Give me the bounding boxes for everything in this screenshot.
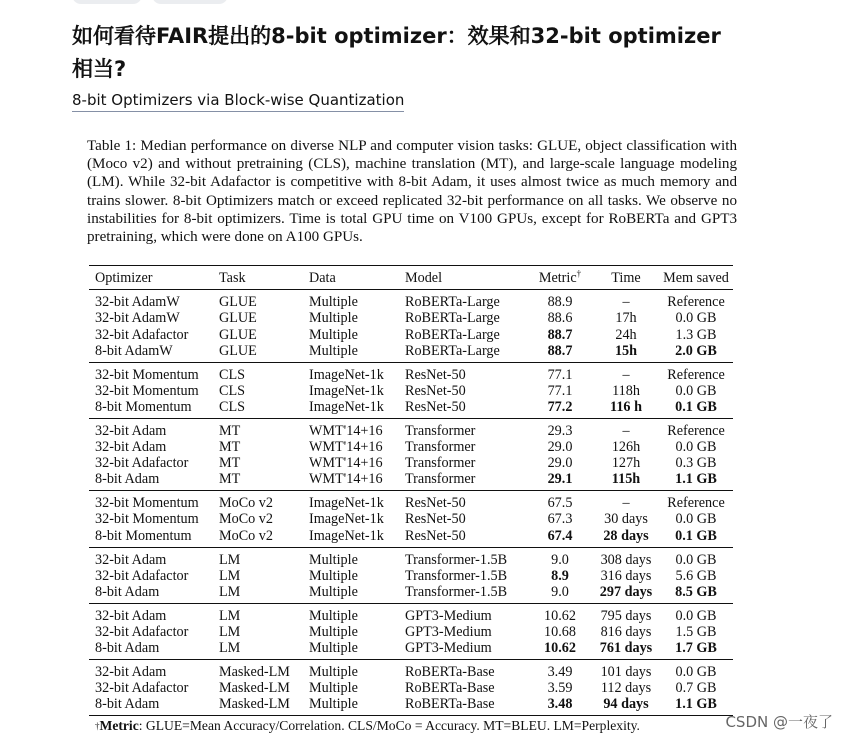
cell-model: ResNet-50 <box>405 366 466 383</box>
cell-time: 816 days <box>600 624 652 640</box>
cell-model: RoBERTa-Large <box>405 294 500 311</box>
cell-task: CLS <box>219 366 246 383</box>
cell-model: RoBERTa-Base <box>405 696 495 713</box>
cell-data: ImageNet-1k <box>309 527 384 544</box>
cell-task: MoCo v2 <box>219 527 273 544</box>
cell-model: GPT3-Medium <box>405 624 492 640</box>
cell-model: Transformer-1.5B <box>405 583 508 600</box>
cell-model: Transformer-1.5B <box>405 567 508 584</box>
cell-task: MoCo v2 <box>219 495 273 512</box>
cell-metric: 10.62 <box>544 640 576 657</box>
cell-mem-saved: Reference <box>667 422 725 439</box>
cell-mem-saved: 0.3 GB <box>675 455 717 472</box>
cell-task: CLS <box>219 382 246 399</box>
cell-optimizer: 8-bit AdamW <box>95 342 173 359</box>
cell-task: CLS <box>219 398 246 415</box>
cell-model: RoBERTa-Large <box>405 342 500 359</box>
cell-data: Multiple <box>309 567 358 584</box>
cell-time: 795 days <box>600 607 652 624</box>
cell-mem-saved: 8.5 GB <box>675 583 717 600</box>
cell-optimizer: 32-bit Adam <box>95 439 167 456</box>
table-row <box>89 568 733 584</box>
cell-metric: 3.49 <box>547 664 573 681</box>
table-row <box>89 491 733 512</box>
cell-data: WMT'14+16 <box>309 422 383 439</box>
cell-time: 761 days <box>599 640 653 657</box>
cell-metric: 29.0 <box>547 455 573 472</box>
table-group <box>89 547 733 603</box>
cell-data: WMT'14+16 <box>309 439 383 456</box>
cell-model: Transformer <box>405 471 476 488</box>
table-row <box>89 399 733 419</box>
cell-mem-saved: 0.1 GB <box>675 398 717 415</box>
table-group <box>89 290 733 362</box>
cell-task: LM <box>219 624 241 640</box>
table-row <box>89 547 733 568</box>
table-row <box>89 310 733 326</box>
cell-optimizer: 32-bit Momentum <box>95 511 199 528</box>
cell-mem-saved: 0.0 GB <box>675 607 717 624</box>
cell-optimizer: 32-bit Adafactor <box>95 680 189 697</box>
table-group <box>89 362 733 418</box>
cell-model: Transformer <box>405 422 476 439</box>
table-row <box>89 640 733 660</box>
metric-dagger: † <box>576 268 582 279</box>
header-time: Time <box>611 270 641 287</box>
cell-data: Multiple <box>309 310 358 327</box>
cell-data: Multiple <box>309 664 358 681</box>
cell-task: LM <box>219 551 241 568</box>
topic-tag[interactable] <box>72 0 142 4</box>
cell-task: LM <box>219 640 241 657</box>
cell-time: 94 days <box>603 696 649 713</box>
cell-task: MT <box>219 471 241 488</box>
cell-mem-saved: 1.7 GB <box>675 640 717 657</box>
cell-metric: 3.59 <box>547 680 573 697</box>
cell-task: MoCo v2 <box>219 511 273 528</box>
cell-time: 127h <box>611 455 641 472</box>
paper-link[interactable]: 8-bit Optimizers via Block-wise Quantization <box>72 90 404 112</box>
cell-task: LM <box>219 583 241 600</box>
cell-data: WMT'14+16 <box>309 471 383 488</box>
cell-mem-saved: 2.0 GB <box>675 342 717 359</box>
cell-optimizer: 8-bit Momentum <box>95 527 192 544</box>
footnote-label: Metric <box>99 718 139 734</box>
table-row <box>89 624 733 640</box>
table-header-row <box>89 266 733 290</box>
header-model: Model <box>405 270 443 287</box>
cell-mem-saved: 0.0 GB <box>675 439 717 456</box>
cell-optimizer: 32-bit Momentum <box>95 366 199 383</box>
cell-task: GLUE <box>219 326 257 343</box>
cell-data: WMT'14+16 <box>309 455 383 472</box>
cell-time: – <box>622 294 630 311</box>
table-row <box>89 362 733 383</box>
footnote-dagger: † <box>95 721 100 732</box>
table-row <box>89 290 733 311</box>
cell-mem-saved: Reference <box>667 366 725 383</box>
cell-optimizer: 32-bit Adam <box>95 664 167 681</box>
table-row <box>89 528 733 548</box>
cell-mem-saved: 1.1 GB <box>675 696 717 713</box>
table-footnote <box>95 718 737 734</box>
cell-data: ImageNet-1k <box>309 382 384 399</box>
cell-model: ResNet-50 <box>405 398 466 415</box>
cell-time: 297 days <box>599 583 653 600</box>
cell-task: LM <box>219 567 241 584</box>
cell-data: ImageNet-1k <box>309 511 384 528</box>
cell-mem-saved: 0.7 GB <box>675 680 717 697</box>
cell-task: GLUE <box>219 342 257 359</box>
cell-task: GLUE <box>219 294 257 311</box>
cell-optimizer: 8-bit Adam <box>95 696 160 713</box>
cell-model: ResNet-50 <box>405 511 466 528</box>
cell-metric: 8.9 <box>551 567 569 584</box>
cell-mem-saved: 1.5 GB <box>675 624 717 640</box>
cell-data: Multiple <box>309 624 358 640</box>
cell-optimizer: 32-bit Adafactor <box>95 455 189 472</box>
cell-metric: 77.1 <box>547 382 573 399</box>
cell-model: GPT3-Medium <box>405 607 492 624</box>
cell-mem-saved: 0.0 GB <box>675 382 717 399</box>
cell-metric: 67.3 <box>547 511 573 528</box>
cell-mem-saved: 5.6 GB <box>675 567 717 584</box>
table-row <box>89 584 733 604</box>
cell-data: Multiple <box>309 640 358 657</box>
cell-metric: 10.68 <box>544 624 576 640</box>
cell-task: GLUE <box>219 310 257 327</box>
table-row <box>89 327 733 343</box>
question-title[interactable]: 如何看待FAIR提出的8-bit optimizer：效果和32-bit optimizer相当? <box>72 24 721 81</box>
table-row <box>89 383 733 399</box>
table-row <box>89 660 733 681</box>
cell-task: LM <box>219 607 241 624</box>
cell-optimizer: 8-bit Adam <box>95 640 160 657</box>
cell-metric: 77.2 <box>547 398 573 415</box>
topic-tag[interactable] <box>152 0 228 4</box>
cell-optimizer: 32-bit Adam <box>95 422 167 439</box>
cell-model: RoBERTa-Base <box>405 680 495 697</box>
footnote-text: : GLUE=Mean Accuracy/Correlation. CLS/MoCo = Accuracy. MT=BLEU. LM=Perplexity. <box>138 718 640 734</box>
cell-mem-saved: 0.1 GB <box>675 527 717 544</box>
table-row <box>89 455 733 471</box>
cell-metric: 88.7 <box>547 326 573 343</box>
cell-metric: 67.4 <box>547 527 573 544</box>
cell-data: Multiple <box>309 607 358 624</box>
header-optimizer: Optimizer <box>95 270 153 287</box>
cell-mem-saved: 0.0 GB <box>675 511 717 528</box>
cell-optimizer: 32-bit Momentum <box>95 495 199 512</box>
table-group <box>89 491 733 547</box>
table-row <box>89 696 733 716</box>
cell-optimizer: 32-bit Adam <box>95 607 167 624</box>
cell-time: 118h <box>612 382 640 399</box>
cell-time: 126h <box>611 439 641 456</box>
cell-mem-saved: 1.1 GB <box>675 471 717 488</box>
cell-model: RoBERTa-Large <box>405 310 500 327</box>
cell-data: Multiple <box>309 294 358 311</box>
cell-metric: 88.6 <box>547 310 573 327</box>
cell-metric: 9.0 <box>551 551 569 568</box>
cell-time: – <box>622 422 630 439</box>
cell-optimizer: 32-bit Adam <box>95 551 167 568</box>
header-metric-label: Metric <box>538 270 577 287</box>
table-row <box>89 343 733 363</box>
cell-mem-saved: 0.0 GB <box>675 664 717 681</box>
cell-model: ResNet-50 <box>405 382 466 399</box>
cell-data: Multiple <box>309 551 358 568</box>
cell-time: 308 days <box>600 551 652 568</box>
top-tag-bar <box>72 0 272 4</box>
cell-model: ResNet-50 <box>405 495 466 512</box>
cell-time: 115h <box>611 471 641 488</box>
cell-data: ImageNet-1k <box>309 366 384 383</box>
table-caption: Table 1: Median performance on diverse NLP and computer vision tasks: GLUE, object classification with (Moco v2) and without pretraining (CLS), machine translation (MT), and large-scale language modeling (LM). While 32-bit Adafactor is competitive with 8-bit Adam, it uses almost twice as much memory and trains slower. 8-bit Optimizers match or exceed replicated 32-bit performance on all tasks. We observe no instabilities for 8-bit optimizers. Time is total GPU time on V100 GPUs, except for RoBERTa and GPT3 pretraining, which were done on A100 GPUs. <box>87 138 737 246</box>
cell-time: – <box>622 366 630 383</box>
header-data: Data <box>309 270 336 287</box>
cell-time: 24h <box>615 326 637 343</box>
cell-model: RoBERTa-Base <box>405 664 495 681</box>
cell-metric: 77.1 <box>547 366 573 383</box>
cell-task: MT <box>219 455 241 472</box>
cell-model: Transformer <box>405 455 476 472</box>
table-group <box>89 418 733 490</box>
cell-optimizer: 32-bit Adafactor <box>95 567 189 584</box>
cell-time: 116 h <box>610 398 642 415</box>
table-group <box>89 660 733 716</box>
cell-time: – <box>622 495 630 512</box>
table-row <box>89 603 733 624</box>
cell-data: ImageNet-1k <box>309 495 384 512</box>
cell-mem-saved: Reference <box>667 495 725 512</box>
cell-time: 112 days <box>600 680 652 697</box>
table-group <box>89 603 733 659</box>
header-task: Task <box>219 270 246 287</box>
cell-optimizer: 8-bit Adam <box>95 471 160 488</box>
cell-optimizer: 32-bit Momentum <box>95 382 199 399</box>
cell-optimizer: 32-bit Adafactor <box>95 624 189 640</box>
cell-model: RoBERTa-Large <box>405 326 500 343</box>
cell-model: Transformer <box>405 439 476 456</box>
csdn-watermark: CSDN @一夜了 <box>725 713 833 731</box>
cell-metric: 29.1 <box>547 471 573 488</box>
cell-time: 30 days <box>604 511 648 528</box>
cell-task: Masked-LM <box>219 680 290 697</box>
cell-model: Transformer-1.5B <box>405 551 508 568</box>
cell-mem-saved: 0.0 GB <box>675 551 717 568</box>
cell-metric: 29.3 <box>547 422 573 439</box>
cell-mem-saved: 1.3 GB <box>675 326 717 343</box>
cell-mem-saved: Reference <box>667 294 725 311</box>
cell-data: Multiple <box>309 583 358 600</box>
cell-metric: 10.62 <box>544 607 576 624</box>
cell-task: MT <box>219 422 241 439</box>
cell-time: 316 days <box>600 567 652 584</box>
cell-metric: 29.0 <box>547 439 573 456</box>
cell-mem-saved: 0.0 GB <box>675 310 717 327</box>
table-row <box>89 418 733 439</box>
cell-task: MT <box>219 439 241 456</box>
header-mem-saved: Mem saved <box>663 270 729 287</box>
cell-optimizer: 8-bit Momentum <box>95 398 192 415</box>
cell-time: 28 days <box>603 527 649 544</box>
table-row <box>89 471 733 491</box>
cell-data: Multiple <box>309 680 358 697</box>
table-row <box>89 511 733 527</box>
cell-data: Multiple <box>309 342 358 359</box>
cell-optimizer: 8-bit Adam <box>95 583 160 600</box>
cell-time: 101 days <box>600 664 652 681</box>
cell-metric: 88.9 <box>547 294 573 311</box>
cell-model: ResNet-50 <box>405 527 466 544</box>
cell-model: GPT3-Medium <box>405 640 492 657</box>
cell-task: Masked-LM <box>219 664 290 681</box>
cell-optimizer: 32-bit AdamW <box>95 294 180 311</box>
cell-metric: 88.7 <box>547 342 573 359</box>
table-row <box>89 680 733 696</box>
cell-metric: 9.0 <box>551 583 569 600</box>
cell-metric: 3.48 <box>547 696 573 713</box>
results-table <box>89 265 733 716</box>
cell-task: Masked-LM <box>219 696 290 713</box>
table-row <box>89 439 733 455</box>
paper-table-figure <box>87 137 737 734</box>
cell-data: Multiple <box>309 696 358 713</box>
cell-time: 17h <box>615 310 637 327</box>
cell-optimizer: 32-bit Adafactor <box>95 326 189 343</box>
cell-time: 15h <box>614 342 638 359</box>
cell-metric: 67.5 <box>547 495 573 512</box>
header-metric <box>527 266 593 290</box>
cell-data: ImageNet-1k <box>309 398 384 415</box>
cell-optimizer: 32-bit AdamW <box>95 310 180 327</box>
cell-data: Multiple <box>309 326 358 343</box>
